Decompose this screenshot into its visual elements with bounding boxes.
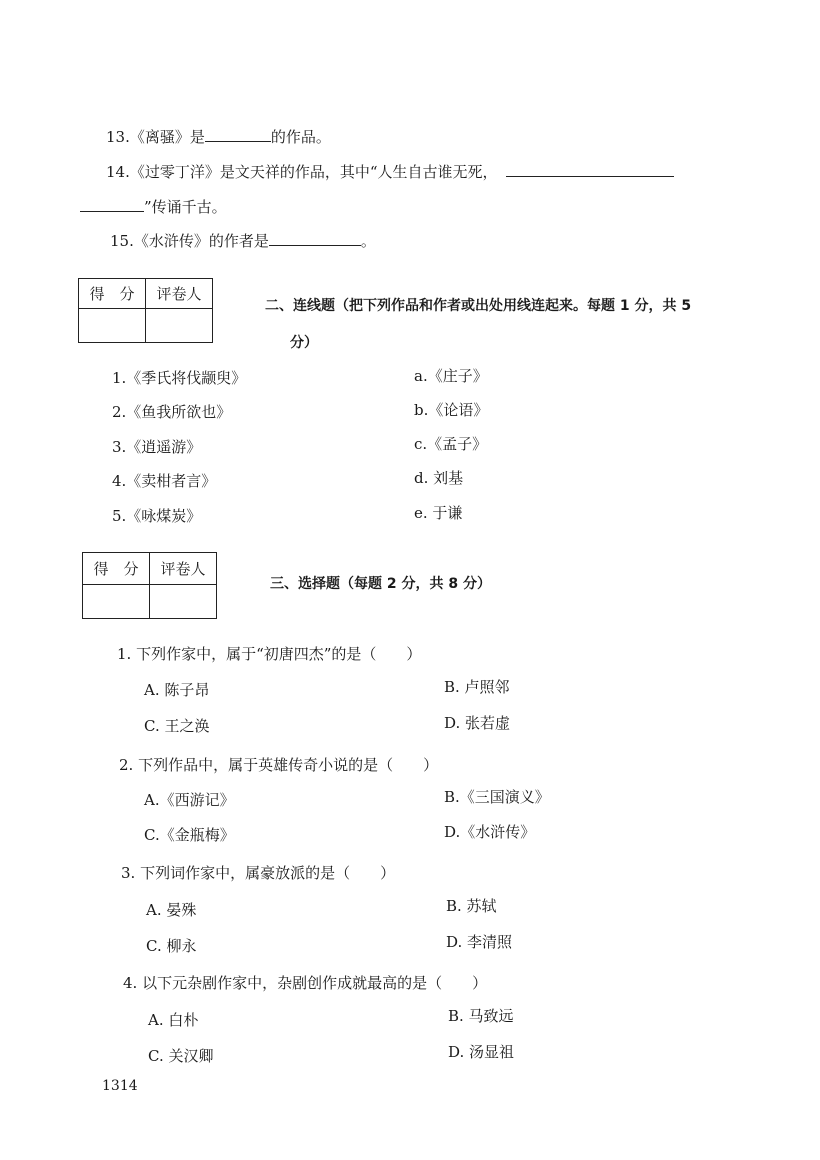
option-c[interactable]: C. 关汉卿 [148, 1047, 214, 1065]
answer-blank[interactable] [205, 127, 271, 142]
score-cell[interactable] [83, 585, 150, 619]
match-right-item: b.《论语》 [414, 401, 489, 419]
option-b[interactable]: B. 苏轼 [446, 897, 497, 915]
score-label: 得 分 [83, 553, 150, 585]
match-left-item: 5.《咏煤炭》 [112, 507, 202, 525]
question-stem: 2. 下列作品中，属于英雄传奇小说的是（ ） [119, 756, 439, 774]
score-label: 得 分 [79, 279, 146, 309]
option-a[interactable]: A.《西游记》 [144, 791, 235, 809]
score-cell[interactable] [79, 309, 146, 343]
match-right-item: c.《孟子》 [414, 435, 488, 453]
match-left-item: 2.《鱼我所欲也》 [112, 403, 232, 421]
score-box [82, 552, 217, 619]
option-d[interactable]: D.《水浒传》 [444, 823, 536, 841]
match-right-item: a.《庄子》 [414, 367, 488, 385]
option-c[interactable]: C. 王之涣 [144, 717, 210, 735]
question-14: 14.《过零丁洋》是文天祥的作品，其中“人生自古谁无死， [106, 162, 674, 182]
question-stem: 4. 以下元杂剧作家中，杂剧创作成就最高的是（ ） [123, 974, 488, 992]
grader-label: 评卷人 [146, 279, 213, 309]
option-c[interactable]: C.《金瓶梅》 [144, 826, 235, 844]
option-d[interactable]: D. 李清照 [446, 933, 513, 951]
grader-cell[interactable] [150, 585, 217, 619]
match-left-item: 4.《卖柑者言》 [112, 472, 217, 490]
option-b[interactable]: B. 卢照邻 [444, 678, 510, 696]
question-15: 15.《水浒传》的作者是 。 [110, 232, 376, 250]
section2-title-cont: 分） [290, 335, 318, 351]
option-d[interactable]: D. 张若虚 [444, 714, 511, 732]
option-a[interactable]: A. 陈子昂 [144, 681, 210, 699]
option-a[interactable]: A. 晏殊 [146, 901, 197, 919]
answer-blank[interactable] [80, 197, 144, 212]
grader-cell[interactable] [146, 309, 213, 343]
match-right-item: e. 于谦 [414, 504, 463, 522]
question-13: 13.《离骚》是 的作品。 [106, 128, 331, 146]
section3-title: 三、选择题（每题 2 分，共 8 分） [270, 576, 491, 592]
section2-title: 二、连线题（把下列作品和作者或出处用线连起来。每题 1 分，共 5 [265, 298, 692, 314]
option-c[interactable]: C. 柳永 [146, 937, 197, 955]
option-a[interactable]: A. 白朴 [148, 1011, 199, 1029]
answer-blank[interactable] [506, 162, 674, 177]
option-b[interactable]: B. 马致远 [448, 1007, 514, 1025]
score-box [78, 278, 213, 343]
match-right-item: d. 刘基 [414, 469, 464, 487]
question-stem: 1. 下列作家中，属于“初唐四杰”的是（ ） [117, 645, 422, 663]
option-b[interactable]: B.《三国演义》 [444, 788, 550, 806]
question-stem: 3. 下列词作家中，属豪放派的是（ ） [121, 864, 396, 882]
option-d[interactable]: D. 汤显祖 [448, 1043, 515, 1061]
grader-label: 评卷人 [150, 553, 217, 585]
answer-blank[interactable] [269, 231, 361, 246]
match-left-item: 3.《逍遥游》 [112, 438, 202, 456]
page-number: 1314 [102, 1078, 138, 1094]
match-left-item: 1.《季氏将伐颛臾》 [112, 369, 247, 387]
question-14-cont: ”传诵千古。 [80, 197, 227, 217]
